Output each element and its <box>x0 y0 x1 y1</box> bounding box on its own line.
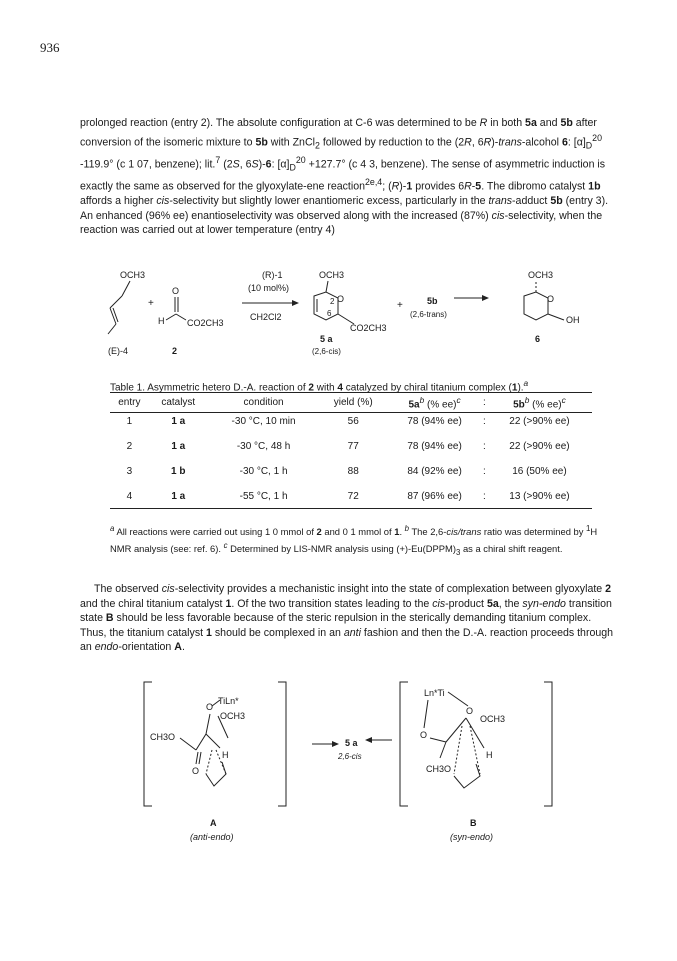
svg-text:OCH3: OCH3 <box>319 270 345 280</box>
svg-text:(anti-endo): (anti-endo) <box>190 832 234 842</box>
table-row <box>110 438 592 463</box>
cell-yield: 77 <box>347 441 359 453</box>
svg-text:O: O <box>466 706 474 716</box>
transition-state-scheme <box>140 678 560 908</box>
svg-text:OCH3: OCH3 <box>528 270 554 280</box>
svg-text:O: O <box>420 730 428 740</box>
cell-yield: 88 <box>347 466 359 478</box>
paragraph-2: The observed cis-selectivity provides a mechanistic insight into the state of complexation between glyoxylate 2 and the chiral titanium catalyst 1. Of the two transition states leading to the cis-product 5a, the syn-endo transition state B should be less favorable because of the steric repulsion in the sterically demanding titanium complex. Thus, the titanium catalyst 1 should be complexed in an anti fashion and then the D.-A. reaction proceeds through an endo-orientation A. <box>80 583 614 654</box>
svg-text:(10 mol%): (10 mol%) <box>248 283 290 293</box>
svg-text:CH3O: CH3O <box>426 764 452 774</box>
svg-text:H: H <box>486 750 493 760</box>
svg-text:+: + <box>148 298 154 309</box>
cell-5a: 87 (96% ee) <box>387 488 482 509</box>
cell-colon: : <box>483 466 486 478</box>
product-5a <box>312 270 387 356</box>
svg-text:6: 6 <box>535 334 541 344</box>
cell-5a: 78 (94% ee) <box>407 416 462 428</box>
cell-catalyst: 1 a <box>149 488 208 509</box>
svg-text:+: + <box>397 300 403 311</box>
cell-5b: 22 (>90% ee) <box>509 416 570 428</box>
svg-text:Ln*Ti: Ln*Ti <box>424 688 445 698</box>
svg-text:O: O <box>192 766 200 776</box>
reaction-scheme-1 <box>92 268 632 358</box>
cell-condition: -30 °C, 48 h <box>236 441 291 453</box>
glyoxylate-2 <box>158 286 224 356</box>
table-caption: Table 1. Asymmetric hetero D.-A. reaction of 2 with 4 catalyzed by chiral titanium complex (1).$^a$ <box>110 378 529 394</box>
header-5a: $5a^b$ (% ee)$^c$ <box>387 393 482 413</box>
cell-colon: : <box>483 441 486 453</box>
table-row <box>110 413 592 439</box>
results-table <box>110 392 592 509</box>
header-entry: entry <box>110 393 149 413</box>
cell-entry: 1 <box>126 416 133 428</box>
svg-text:OCH3: OCH3 <box>120 270 146 280</box>
svg-text:O: O <box>206 702 214 712</box>
svg-text:5 a: 5 a <box>345 738 358 748</box>
alcohol-6 <box>524 270 580 344</box>
svg-text:2: 2 <box>330 297 335 306</box>
transition-state-b <box>400 682 552 842</box>
page-number: 936 <box>40 40 60 55</box>
svg-text:H: H <box>222 750 229 760</box>
cell-yield: 72 <box>319 488 387 509</box>
cell-catalyst: 1 a <box>171 441 186 453</box>
cell-yield: 56 <box>347 416 359 428</box>
cell-colon: : <box>482 488 487 509</box>
svg-text:(R)-1: (R)-1 <box>262 270 283 280</box>
cell-condition: -55 °C, 1 h <box>208 488 320 509</box>
cell-colon: : <box>483 416 486 428</box>
cell-5a: 84 (92% ee) <box>407 466 462 478</box>
header-catalyst: catalyst <box>149 393 208 413</box>
svg-text:2: 2 <box>172 346 178 356</box>
cell-condition: -30 °C, 10 min <box>231 416 296 428</box>
transition-state-a <box>144 682 286 842</box>
svg-text:TiLn*: TiLn* <box>218 696 239 706</box>
header-condition: condition <box>208 393 320 413</box>
svg-text:O: O <box>337 294 345 304</box>
cell-entry: 4 <box>110 488 149 509</box>
svg-text:A: A <box>210 818 217 828</box>
svg-text:O: O <box>547 294 555 304</box>
table-row <box>110 463 592 488</box>
diene-4 <box>108 270 145 356</box>
svg-text:O: O <box>172 286 180 296</box>
svg-text:CO2CH3: CO2CH3 <box>187 318 224 328</box>
cell-5b: 13 (>90% ee) <box>487 488 592 509</box>
cell-entry: 2 <box>126 441 133 453</box>
header-yield: yield (%) <box>319 393 387 413</box>
svg-text:CH2Cl2: CH2Cl2 <box>250 312 282 322</box>
header-5b: $5b^b$ (% ee)$^c$ <box>487 393 592 413</box>
header-colon: : <box>482 393 487 413</box>
svg-text:2,6-cis: 2,6-cis <box>338 752 362 761</box>
cell-entry: 3 <box>126 466 133 478</box>
svg-text:(syn-endo): (syn-endo) <box>450 832 494 842</box>
svg-text:OCH3: OCH3 <box>480 714 506 724</box>
svg-text:5 a: 5 a <box>320 334 333 344</box>
svg-text:OCH3: OCH3 <box>220 711 246 721</box>
svg-text:B: B <box>470 818 477 828</box>
cell-condition: -30 °C, 1 h <box>239 466 288 478</box>
svg-text:CH3O: CH3O <box>150 732 176 742</box>
table-row <box>110 488 592 509</box>
cell-catalyst: 1 a <box>171 416 186 428</box>
cell-catalyst: 1 b <box>171 466 186 478</box>
svg-text:6: 6 <box>327 309 332 318</box>
table-header-row <box>110 393 592 413</box>
svg-text:5b: 5b <box>427 296 438 306</box>
svg-text:H: H <box>158 316 165 326</box>
svg-text:CO2CH3: CO2CH3 <box>350 323 387 333</box>
cell-5a: 78 (94% ee) <box>407 441 462 453</box>
paragraph-1: prolonged reaction (entry 2). The absolute configuration at C-6 was determined to be R in both 5a and 5b after conversion of the isomeric mixture to 5b with ZnCl$_2$ followed by reduction to the (2R, 6R)-trans-alcohol 6: $[\alpha]_D^{20}$ -119.9° (c 1 07, benzene); lit.$^7$ (2S, 6S)-6: $[\alpha]_D^{20} +127.7^\circ$ (c 4 3, benzene). The sense of asymmetric induction is exactly the same as observed for the glyoxylate-ene reaction$^{2e,4}$; (R)-1 provides 6R-5. The dibromo catalyst 1b affords a higher cis-selectivity but slightly lower enantiomeric excess, particularly in the trans-adduct 5b (entry 3). An enhanced (96% ee) enantioselectivity was observed along with the increased (87%) cis-selectivity, when the reaction was carried out at lower temperature (entry 4) <box>80 117 609 237</box>
cell-5b: 16 (50% ee) <box>512 466 567 478</box>
svg-text:OH: OH <box>566 315 580 325</box>
svg-text:(2,6-cis): (2,6-cis) <box>312 347 341 356</box>
svg-text:(E)-4: (E)-4 <box>108 346 128 356</box>
cell-5b: 22 (>90% ee) <box>509 441 570 453</box>
table-footnotes: $^a$ All reactions were carried out using 1 0 mmol of 2 and 0 1 mmol of 1. $^b$ The 2,6-cis/trans ratio was determined by $^1$H NMR analysis (see: ref. 6). $^c$ Determined by LIS-NMR analysis using $(+)-Eu(DPPM)_3$ as a chiral shift reagent. <box>110 524 598 558</box>
svg-text:(2,6-trans): (2,6-trans) <box>410 310 447 319</box>
